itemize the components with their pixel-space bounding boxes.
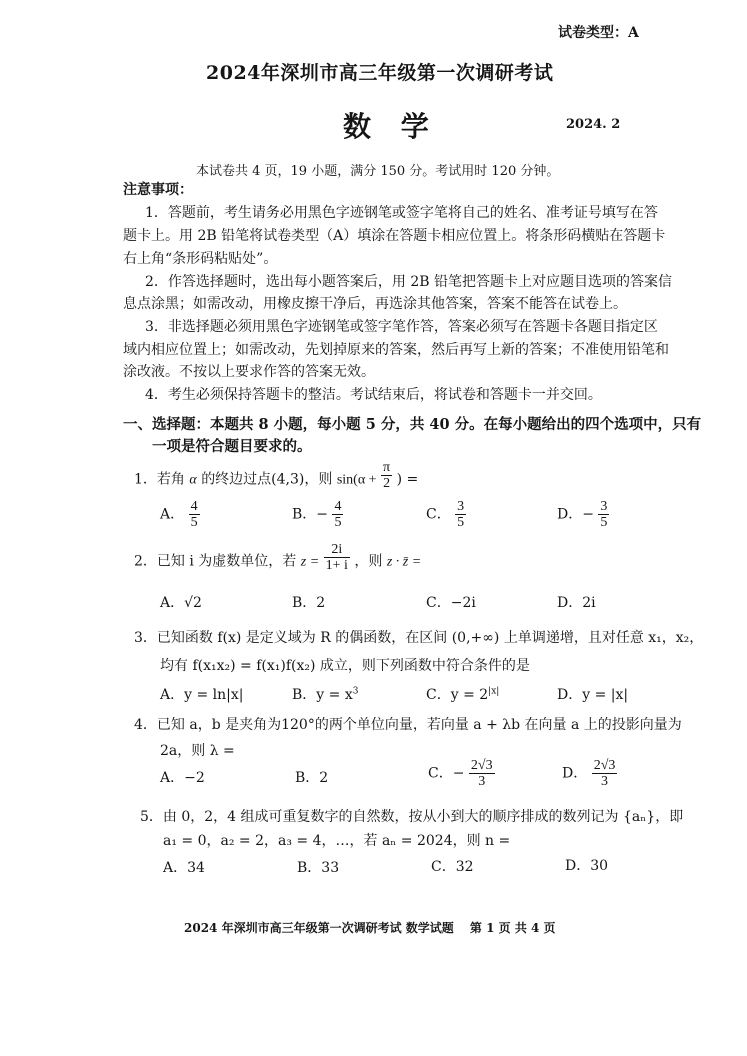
denominator: 5 — [457, 515, 465, 530]
note-line: 右上角“条形码粘贴处”。 — [123, 251, 278, 267]
numerator: 4 — [334, 499, 342, 514]
option-a: A．34 — [163, 860, 205, 876]
option-c: C．−2i — [426, 595, 476, 611]
option-b — [292, 684, 358, 704]
note-line: 域内相应位置上；如需改动，先划掉原来的答案，然后再写上新的答案；不准使用铅笔和 — [123, 342, 669, 358]
denominator: 5 — [190, 515, 198, 530]
paper-type-label: 试卷类型：A — [558, 25, 639, 41]
option-c — [426, 684, 499, 704]
subject-title: 数 学 — [343, 110, 439, 143]
numerator: 3 — [457, 499, 465, 514]
option-label: C．− — [428, 765, 465, 782]
option-a: A．−2 — [160, 770, 205, 786]
option-c — [428, 758, 495, 789]
note-line: 1．答题前，考生请务必用黑色字迹钢笔或签字笔将自己的姓名、准考证号填写在答 — [145, 205, 658, 221]
numerator: 3 — [600, 499, 608, 514]
numerator: π — [383, 460, 391, 475]
numerator: 2√3 — [593, 758, 616, 773]
option-text: C．y = 2 — [426, 687, 489, 703]
option-label: D．− — [557, 506, 594, 523]
option-d — [557, 499, 609, 530]
option-label: C． — [426, 506, 451, 523]
note-line: 3．非选择题必须用黑色字迹钢笔或签字笔作答，答案必须写在答题卡各题目指定区 — [145, 319, 658, 335]
stem-text: 的终边过点(4,3)，则 — [201, 471, 333, 488]
option-c — [426, 499, 466, 530]
section-heading: 一、选择题：本题共 8 小题，每小题 5 分，共 40 分。在每小题给出的四个选项中，只有 — [123, 416, 702, 433]
note-line: 4．考生必须保持答题卡的整洁。考试结束后，将试卷和答题卡一并交回。 — [145, 387, 602, 403]
stem-text: ) = — [396, 471, 419, 488]
fraction — [324, 542, 350, 573]
question-3-stem: 均有 f(x₁x₂) = f(x₁)f(x₂) 成立，则下列函数中符合条件的是 — [160, 658, 530, 674]
note-line: 题卡上。用 2B 铅笔将试卷类型（A）填涂在答题卡相应位置上。将条形码横贴在答题卡 — [123, 228, 666, 244]
stem-text: 1．若角 — [134, 471, 185, 488]
fraction — [592, 758, 618, 789]
option-c: C．32 — [431, 859, 474, 875]
option-a: A．√2 — [160, 595, 202, 611]
fraction — [598, 499, 609, 530]
fraction — [381, 460, 392, 491]
exam-intro: 本试卷共 4 页，19 小题，满分 150 分。考试用时 120 分钟。 — [196, 164, 560, 179]
numerator: 2i — [324, 542, 350, 558]
option-b: B．2 — [295, 770, 329, 786]
option-a — [160, 499, 200, 530]
option-label: B．− — [292, 506, 329, 523]
denominator: 5 — [600, 515, 608, 530]
question-5-stem: 5．由 0，2，4 组成可重复数字的自然数，按从小到大的顺序排成的数列记为 {aₙ}，即 — [140, 809, 684, 825]
z-conj-expression: z · z̄ = — [386, 554, 422, 570]
option-a: A．y = ln|x| — [160, 687, 244, 703]
fraction — [455, 499, 466, 530]
note-line: 涂改液。不按以上要求作答的答案无效。 — [123, 364, 375, 380]
option-label: D． — [562, 765, 588, 782]
denominator: 1+ i — [325, 558, 348, 573]
question-4-stem: 2a，则 λ = — [160, 743, 235, 759]
option-d: D．2i — [557, 595, 596, 611]
stem-text: ，则 — [354, 553, 383, 570]
option-d: D．y = |x| — [557, 687, 629, 703]
fraction — [332, 499, 343, 530]
numerator: 4 — [190, 499, 198, 514]
alpha-symbol: α — [189, 472, 197, 488]
option-label: A． — [160, 506, 185, 523]
note-line: 息点涂黑；如需改动，用橡皮擦干净后，再选涂其他答案，答案不能答在试卷上。 — [123, 296, 627, 312]
question-2-stem — [134, 542, 422, 573]
question-3-stem: 3．已知函数 f(x) 是定义域为 R 的偶函数，在区间 (0,+∞) 上单调递增，且对任意 x₁，x₂， — [134, 630, 704, 646]
option-d: D．30 — [565, 858, 609, 874]
exponent: |x| — [488, 686, 500, 697]
fraction — [189, 499, 200, 530]
option-b — [292, 499, 343, 530]
denominator: 2 — [383, 476, 391, 491]
option-d — [562, 758, 617, 789]
option-b: B．33 — [297, 860, 340, 876]
note-line: 2．作答选择题时，选出每小题答案后，用 2B 铅笔把答题卡上对应题目选项的答案信 — [145, 274, 673, 290]
z-expression: z = — [300, 554, 320, 570]
numerator: 2√3 — [470, 758, 493, 773]
section-heading: 一项是符合题目要求的。 — [152, 438, 312, 455]
exponent: 3 — [352, 686, 359, 697]
question-1-stem — [134, 460, 419, 491]
stem-text: 2．已知 i 为虚数单位，若 — [134, 553, 297, 570]
page-footer: 2024 年深圳市高三年级第一次调研考试 数学试题 第 1 页 共 4 页 — [184, 921, 556, 935]
exam-date: 2024. 2 — [566, 117, 621, 132]
exam-title: 2024年深圳市高三年级第一次调研考试 — [206, 62, 554, 84]
option-text: B．y = x — [292, 687, 353, 703]
fraction — [469, 758, 495, 789]
option-b: B．2 — [292, 595, 326, 611]
sin-expression: sin(α + — [336, 472, 377, 488]
denominator: 3 — [478, 774, 486, 789]
notes-heading: 注意事项： — [123, 182, 193, 198]
question-5-stem: a₁ = 0，a₂ = 2，a₃ = 4，…，若 aₙ = 2024，则 n = — [163, 833, 511, 849]
denominator: 3 — [601, 774, 609, 789]
question-4-stem: 4．已知 a，b 是夹角为120°的两个单位向量，若向量 a + λb 在向量 a 上的投影向量为 — [134, 717, 682, 733]
denominator: 5 — [334, 515, 342, 530]
